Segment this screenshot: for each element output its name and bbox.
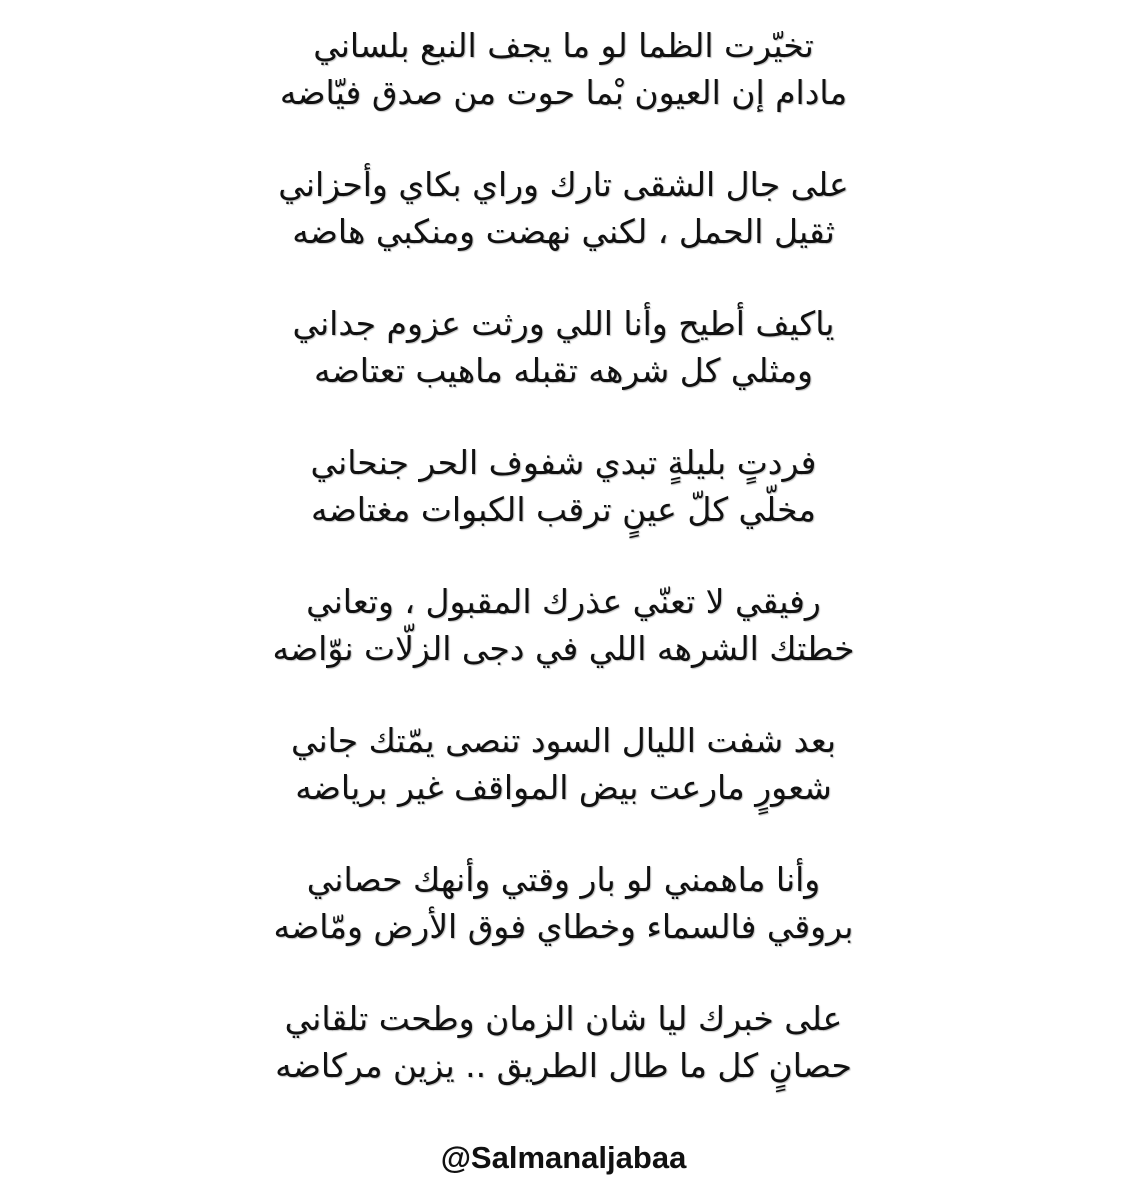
verse-line: ومثلي كل شرهه تقبله ماهيب تعتاضه	[314, 351, 813, 390]
verse-line: حصانٍ كل ما طال الطريق .. يزين مركاضه	[275, 1046, 852, 1085]
verse-line: مخلّي كلّ عينٍ ترقب الكبوات مغتاضه	[311, 490, 816, 529]
verse-line: ثقيل الحمل ، لكني نهضت ومنكبي هاضه	[292, 212, 835, 251]
verse-line: تخيّرت الظما لو ما يجف النبع بلساني	[313, 26, 814, 65]
verse-line: وأنا ماهمني لو بار وقتي وأنهك حصاني	[306, 860, 821, 899]
verse-line: بعد شفت الليال السود تنصى يمّتك جاني	[290, 721, 837, 760]
verse-line: شعورٍ مارعت بيض المواقف غير برياضه	[295, 768, 832, 807]
stanza-8	[0, 995, 1127, 1134]
stanza-2	[0, 161, 1127, 300]
verse-line: ياكيف أطيح وأنا اللي ورثت عزوم جداني	[292, 304, 835, 343]
stanza-4	[0, 439, 1127, 578]
stanza-1	[0, 22, 1127, 161]
stanza-5	[0, 578, 1127, 717]
verse-line: رفيقي لا تعنّي عذرك المقبول ، وتعاني	[306, 582, 821, 621]
verse-line: مادام إن العيون بْما حوت من صدق فيّاضه	[279, 73, 848, 112]
verse-line: فردتٍ بليلةٍ تبدي شفوف الحر جنحاني	[310, 443, 817, 482]
verse-line: على جال الشقى تارك وراي بكاي وأحزاني	[278, 165, 849, 204]
verse-line: خطتك الشرهه اللي في دجى الزلّات نوّاضه	[272, 629, 855, 668]
poem	[0, 22, 1127, 1134]
verse-line: بروقي فالسماء وخطاي فوق الأرض ومّاضه	[273, 907, 854, 946]
stanza-6	[0, 717, 1127, 856]
stanza-7	[0, 856, 1127, 995]
author-handle: @Salmanaljabaa	[440, 1140, 687, 1175]
verse-line: على خبرك ليا شان الزمان وطحت تلقاني	[284, 999, 843, 1038]
stanza-3	[0, 300, 1127, 439]
